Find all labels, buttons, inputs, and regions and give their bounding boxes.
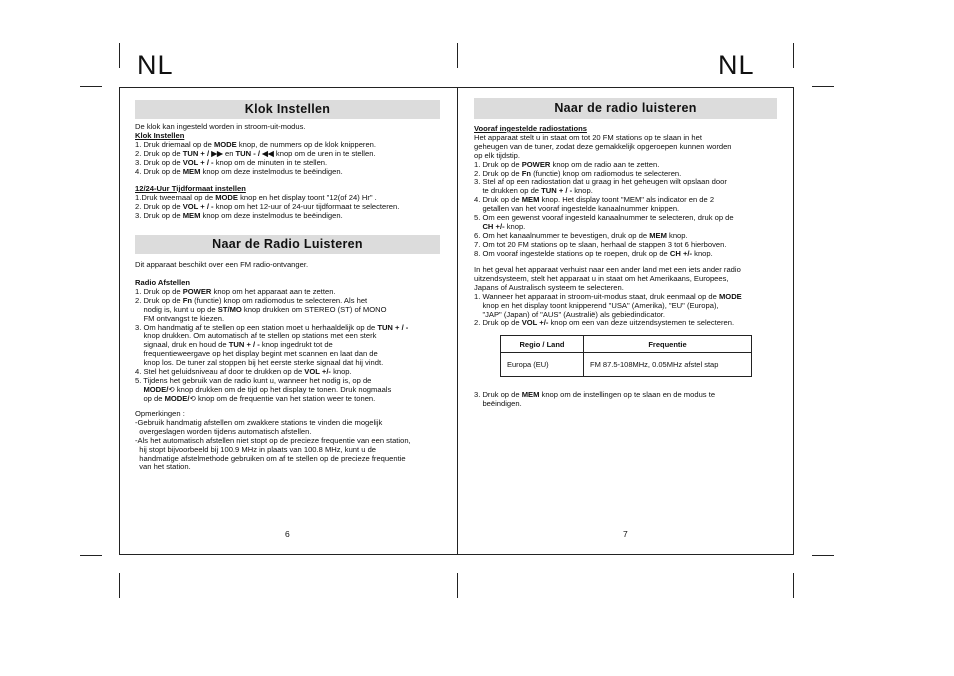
table-cell: Europa (EU): [501, 353, 584, 377]
page-number-right: 7: [623, 529, 628, 539]
crop-mark: [457, 573, 458, 598]
crop-mark: [80, 86, 102, 87]
right-presets-text: Vooraf ingestelde radiostations Het apparaat stelt u in staat om tot 20 FM stations op te slaan in het geheugen van de tuner, zodat deze gemakkelijk opgeroepen kunnen worden op elk tijdstip. 1. Druk op de POWER knop om de radio aan te zetten. 2. Druk op de Fn (functie) knop om radiomodus te selecteren. 3. Stel af op een radiostation dat u graag in het geheugen wilt opslaan door te drukken op de TUN + / - knop. 4. Druk op de MEM knop. Het display toont "MEM" als indicator en de 2 getallen van het vooraf ingestelde kanaalnummer knippen. 5. Om een gewenst vooraf ingesteld kanaalnummer te selecteren, druk op de CH +/- knop. 6. Om het kanaalnummer te bevestigen, druk op de MEM knop. 7. Om tot 20 FM stations op te slaan, herhaal de stappen 3 tot 6 hierboven. 8. Om vooraf ingestelde stations op te roepen, druk op de CH +/- knop.: [474, 124, 734, 258]
frequency-table: [500, 335, 752, 377]
section-title-klok: Klok Instellen: [135, 100, 440, 119]
page-divider: [457, 87, 458, 555]
left-notes: Opmerkingen : -Gebruik handmatig afstellen om zwakkere stations te vinden die mogelijk overgeslagen worden tijdens automatisch afstellen. -Als het automatisch afstellen niet stopt op de precieze frequentie van een station, hij stopt bijvoorbeeld bij 100.9 MHz in plaats van 100.8 MHz, kunt u de handmatige afstelmethode gebruiken om af te stellen op de precieze frequentie van het station.: [135, 409, 411, 472]
table-header: Frequentie: [584, 336, 752, 353]
left-section1-format: 12/24-Uur Tijdformaat instellen 1.Druk tweemaal op de MODE knop en het display toont "12(of 24) Hr" . 2. Druk op de VOL + / - knop om het 12-uur of 24-uur tijdformaat te selecteren. 3. Druk op de MEM knop om deze instelmodus te beëindigen.: [135, 184, 400, 220]
crop-mark: [119, 43, 120, 68]
right-region-text: In het geval het apparaat verhuist naar een ander land met een iets ander radio uitzendsysteem, stelt het apparaat u in staat om het Amerikaans, Europees, Japans of Australisch systeem te selecteren. 1. Wanneer het apparaat in stroom-uit-modus staat, druk eenmaal op de MODE knop en het display toont knipperend "USA" (Amerika), "EU" (Europa), "JAP" (Japan) of "AUS" (Australië) als gebiedindicator. 2. Druk op de VOL +/- knop om een van deze uitzendsystemen te selecteren.: [474, 265, 742, 328]
crop-mark: [793, 43, 794, 68]
table-row: [501, 353, 752, 377]
crop-mark: [119, 573, 120, 598]
left-section2-steps: Radio Afstellen 1. Druk op de POWER knop om het apparaat aan te zetten. 2. Druk op de Fn (functie) knop om radiomodus te selecteren. Als het nodig is, kunt u op de ST/MO knop drukken om STEREO (ST) of MONO FM ontvangst te kiezen. 3. Om handmatig af te stellen op een station moet u herhaaldelijk op de TUN + / - knop drukken. Om automatisch af te stellen op stations met een sterk signaal, druk en houd de TUN + / - knop ingedrukt tot de frequentieweergave op het display begint met scannen en laat dan de knop los. De tuner zal stoppen bij het eerste sterke signaal dat hij vindt. 4. Stel het geluidsniveau af door te drukken op de VOL +/- knop. 5. Tijdens het gebruik van de radio kunt u, wanneer het nodig is, op de MODE/⟲ knop drukken om de tijd op het display te tonen. Druk nogmaals op de MODE/⟲ knop om de frequentie van het station weer te tonen.: [135, 278, 409, 403]
section-title-radio-right: Naar de radio luisteren: [474, 98, 777, 119]
fast-forward-icon: ▶▶: [211, 148, 223, 158]
language-label-left: NL: [137, 50, 174, 80]
crop-mark: [457, 43, 458, 68]
section-title-radio: Naar de Radio Luisteren: [135, 235, 440, 254]
crop-mark: [812, 555, 834, 556]
crop-mark: [80, 555, 102, 556]
page-number-left: 6: [285, 529, 290, 539]
mode-clock-icon: ⟲: [168, 384, 175, 394]
left-section2-intro: Dit apparaat beschikt over een FM radio-ontvanger.: [135, 260, 309, 269]
language-label-right: NL: [718, 50, 755, 80]
crop-mark: [812, 86, 834, 87]
left-section1-text: De klok kan ingesteld worden in stroom-uit-modus. Klok Instellen 1. Druk driemaal op de MODE knop, de nummers op de klok knipperen. 2. Druk op de TUN + / ▶▶ en TUN - / ◀◀ knop om de uren in te stellen. 3. Druk op de VOL + / - knop om de minuten in te stellen. 4. Druk op de MEM knop om deze instelmodus te beëindigen.: [135, 122, 377, 176]
table-cell: FM 87.5-108MHz, 0.05MHz afstel stap: [584, 353, 752, 377]
crop-mark: [793, 573, 794, 598]
mode-clock-icon: ⟲: [189, 393, 196, 403]
right-final-step: 3. Druk op de MEM knop om de instellingen op te slaan en de modus te beëindigen.: [474, 390, 716, 408]
rewind-icon: ◀◀: [262, 148, 274, 158]
table-header: Regio / Land: [501, 336, 584, 353]
